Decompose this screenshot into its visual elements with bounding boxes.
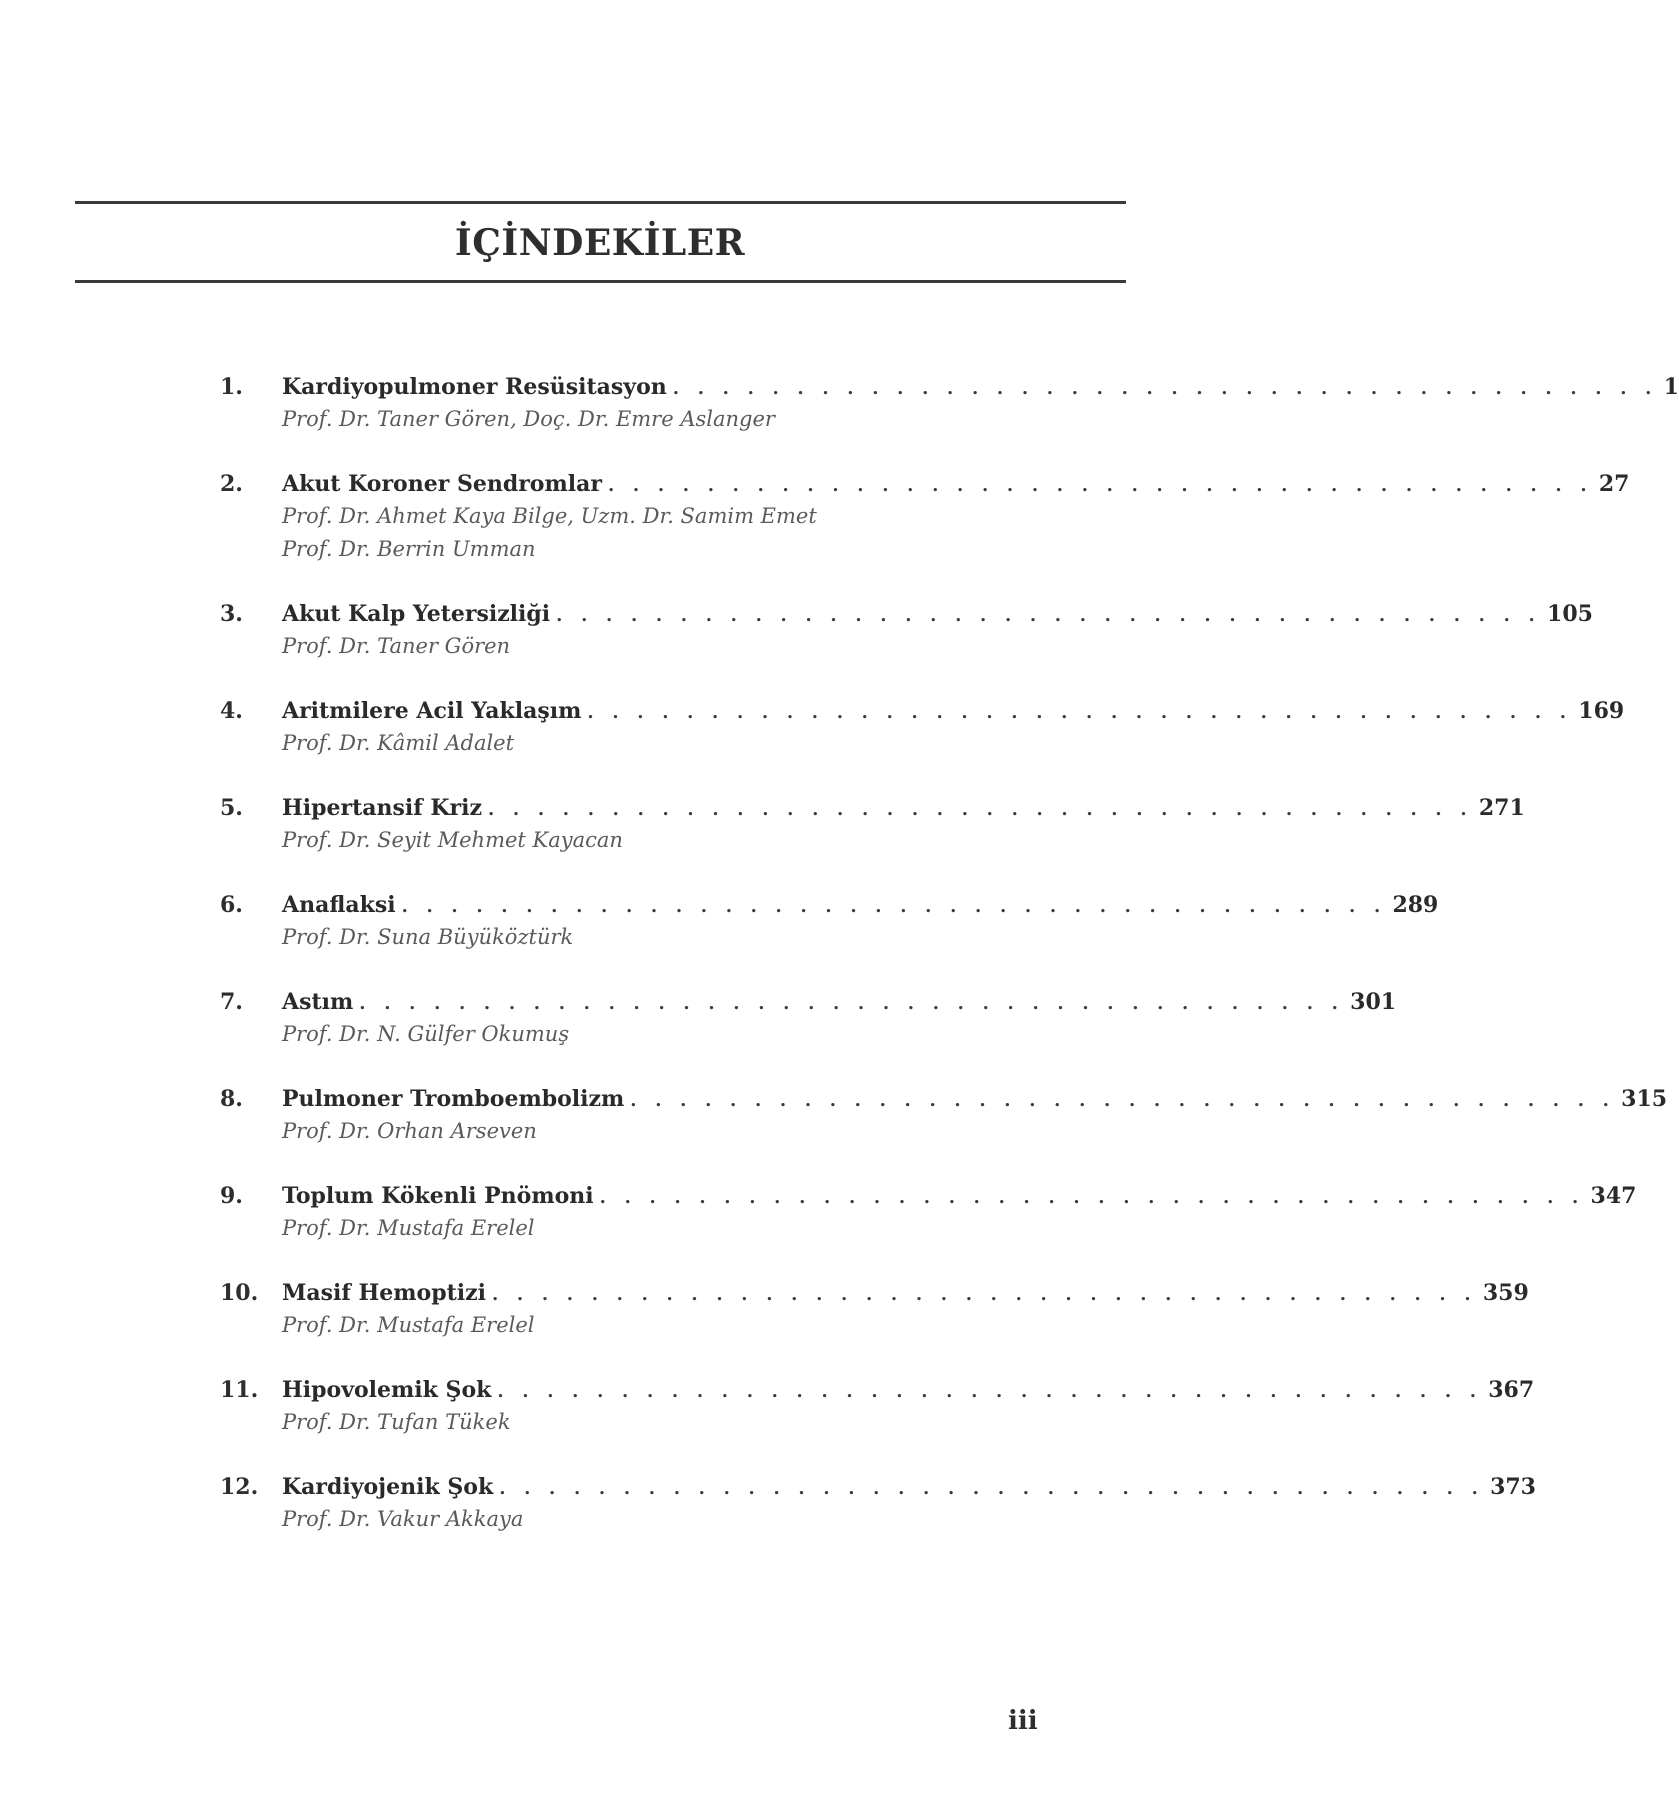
chapter-line bbox=[282, 888, 1439, 924]
dot-leader: . . . . . . . . . . . . . . . . . . . . . . . . . . . . . . . . . . . . . . . . bbox=[672, 378, 1658, 399]
chapter-authors: Prof. Dr. Tufan Tükek bbox=[282, 1410, 511, 1434]
chapter-number: 2. bbox=[220, 471, 243, 497]
chapter-number: 7. bbox=[220, 989, 243, 1015]
chapter-title[interactable]: Kardiyopulmoner Resüsitasyon bbox=[282, 374, 667, 400]
chapter-number: 6. bbox=[220, 892, 243, 918]
dot-leader: . . . . . . . . . . . . . . . . . . . . . . . . . . . . . . . . . . . . . . . . bbox=[359, 993, 1345, 1014]
chapter-authors: Prof. Dr. Kâmil Adalet bbox=[282, 731, 515, 755]
chapter-number: 11. bbox=[220, 1377, 259, 1403]
chapter-number: 5. bbox=[220, 795, 243, 821]
page-number[interactable]: 367 bbox=[1488, 1377, 1535, 1403]
page-number[interactable]: 301 bbox=[1350, 989, 1397, 1015]
chapter-authors: Prof. Dr. Mustafa Erelel bbox=[282, 1216, 535, 1240]
chapter-line bbox=[282, 370, 1679, 406]
chapter-authors: Prof. Dr. Berrin Umman bbox=[282, 537, 536, 561]
chapter-title[interactable]: Astım bbox=[282, 989, 354, 1015]
chapter-number: 3. bbox=[220, 601, 243, 627]
page-number[interactable]: 105 bbox=[1547, 601, 1593, 627]
page-number[interactable]: 315 bbox=[1621, 1086, 1668, 1112]
dot-leader: . . . . . . . . . . . . . . . . . . . . . . . . . . . . . . . . . . . . . . . . bbox=[491, 1284, 1477, 1305]
chapter-line bbox=[282, 1276, 1529, 1312]
chapter-title[interactable]: Masif Hemoptizi bbox=[282, 1280, 486, 1306]
dot-leader: . . . . . . . . . . . . . . . . . . . . . . . . . . . . . . . . . . . . . . . . bbox=[607, 475, 1593, 496]
chapter-authors: Prof. Dr. Taner Gören bbox=[282, 634, 511, 658]
chapter-number: 12. bbox=[220, 1474, 259, 1500]
chapter-title[interactable]: Pulmoner Tromboembolizm bbox=[282, 1086, 625, 1112]
chapter-line bbox=[282, 1470, 1536, 1506]
chapter-line bbox=[282, 1373, 1535, 1409]
top-rule bbox=[75, 201, 1126, 204]
chapter-title[interactable]: Hipovolemik Şok bbox=[282, 1377, 492, 1403]
chapter-number: 9. bbox=[220, 1183, 243, 1209]
chapter-title[interactable]: Anaflaksi bbox=[282, 892, 396, 918]
chapter-authors: Prof. Dr. Ahmet Kaya Bilge, Uzm. Dr. Samim Emet bbox=[282, 504, 817, 528]
chapter-authors: Prof. Dr. Vakur Akkaya bbox=[282, 1507, 524, 1531]
chapter-title[interactable]: Akut Kalp Yetersizliği bbox=[282, 601, 551, 627]
page-folio: iii bbox=[1008, 1706, 1038, 1736]
dot-leader: . . . . . . . . . . . . . . . . . . . . . . . . . . . . . . . . . . . . . . . . bbox=[587, 702, 1573, 723]
chapter-line bbox=[282, 1082, 1668, 1118]
page-number[interactable]: 347 bbox=[1590, 1183, 1637, 1209]
chapter-authors: Prof. Dr. Seyit Mehmet Kayacan bbox=[282, 828, 623, 852]
chapter-authors: Prof. Dr. Orhan Arseven bbox=[282, 1119, 537, 1143]
page-number[interactable]: 289 bbox=[1392, 892, 1439, 918]
chapter-line bbox=[282, 985, 1397, 1021]
chapter-line bbox=[282, 791, 1525, 827]
chapter-number: 8. bbox=[220, 1086, 243, 1112]
chapter-title[interactable]: Aritmilere Acil Yaklaşım bbox=[282, 698, 582, 724]
chapter-line bbox=[282, 694, 1625, 730]
chapter-line bbox=[282, 597, 1593, 633]
chapter-number: 10. bbox=[220, 1280, 259, 1306]
chapter-authors: Prof. Dr. Taner Gören, Doç. Dr. Emre Aslanger bbox=[282, 407, 775, 431]
chapter-authors: Prof. Dr. Mustafa Erelel bbox=[282, 1313, 535, 1337]
page-number[interactable]: 359 bbox=[1482, 1280, 1529, 1306]
chapter-authors: Prof. Dr. N. Gülfer Okumuş bbox=[282, 1022, 570, 1046]
bottom-rule bbox=[75, 280, 1126, 283]
page-number[interactable]: 1 bbox=[1663, 374, 1679, 400]
chapter-line bbox=[282, 467, 1630, 503]
chapter-title[interactable]: Hipertansif Kriz bbox=[282, 795, 482, 821]
dot-leader: . . . . . . . . . . . . . . . . . . . . . . . . . . . . . . . . . . . . . . . . bbox=[497, 1381, 1483, 1402]
page-number[interactable]: 169 bbox=[1578, 698, 1625, 724]
dot-leader: . . . . . . . . . . . . . . . . . . . . . . . . . . . . . . . . . . . . . . . . bbox=[599, 1187, 1585, 1208]
chapter-number: 4. bbox=[220, 698, 243, 724]
chapter-title[interactable]: Kardiyojenik Şok bbox=[282, 1474, 494, 1500]
chapter-title[interactable]: Toplum Kökenli Pnömoni bbox=[282, 1183, 594, 1209]
chapter-authors: Prof. Dr. Suna Büyüköztürk bbox=[282, 925, 574, 949]
page-number[interactable]: 373 bbox=[1490, 1474, 1536, 1500]
chapter-number: 1. bbox=[220, 374, 243, 400]
chapter-title[interactable]: Akut Koroner Sendromlar bbox=[282, 471, 602, 497]
page-number[interactable]: 27 bbox=[1598, 471, 1630, 497]
dot-leader: . . . . . . . . . . . . . . . . . . . . . . . . . . . . . . . . . . . . . . . . bbox=[630, 1090, 1616, 1111]
page-title: İÇİNDEKİLER bbox=[454, 222, 746, 264]
page-number[interactable]: 271 bbox=[1478, 795, 1525, 821]
dot-leader: . . . . . . . . . . . . . . . . . . . . . . . . . . . . . . . . . . . . . . . . bbox=[499, 1478, 1485, 1499]
chapter-line bbox=[282, 1179, 1637, 1215]
dot-leader: . . . . . . . . . . . . . . . . . . . . . . . . . . . . . . . . . . . . . . . . bbox=[556, 605, 1542, 626]
dot-leader: . . . . . . . . . . . . . . . . . . . . . . . . . . . . . . . . . . . . . . . . bbox=[401, 896, 1387, 917]
dot-leader: . . . . . . . . . . . . . . . . . . . . . . . . . . . . . . . . . . . . . . . . bbox=[487, 799, 1473, 820]
